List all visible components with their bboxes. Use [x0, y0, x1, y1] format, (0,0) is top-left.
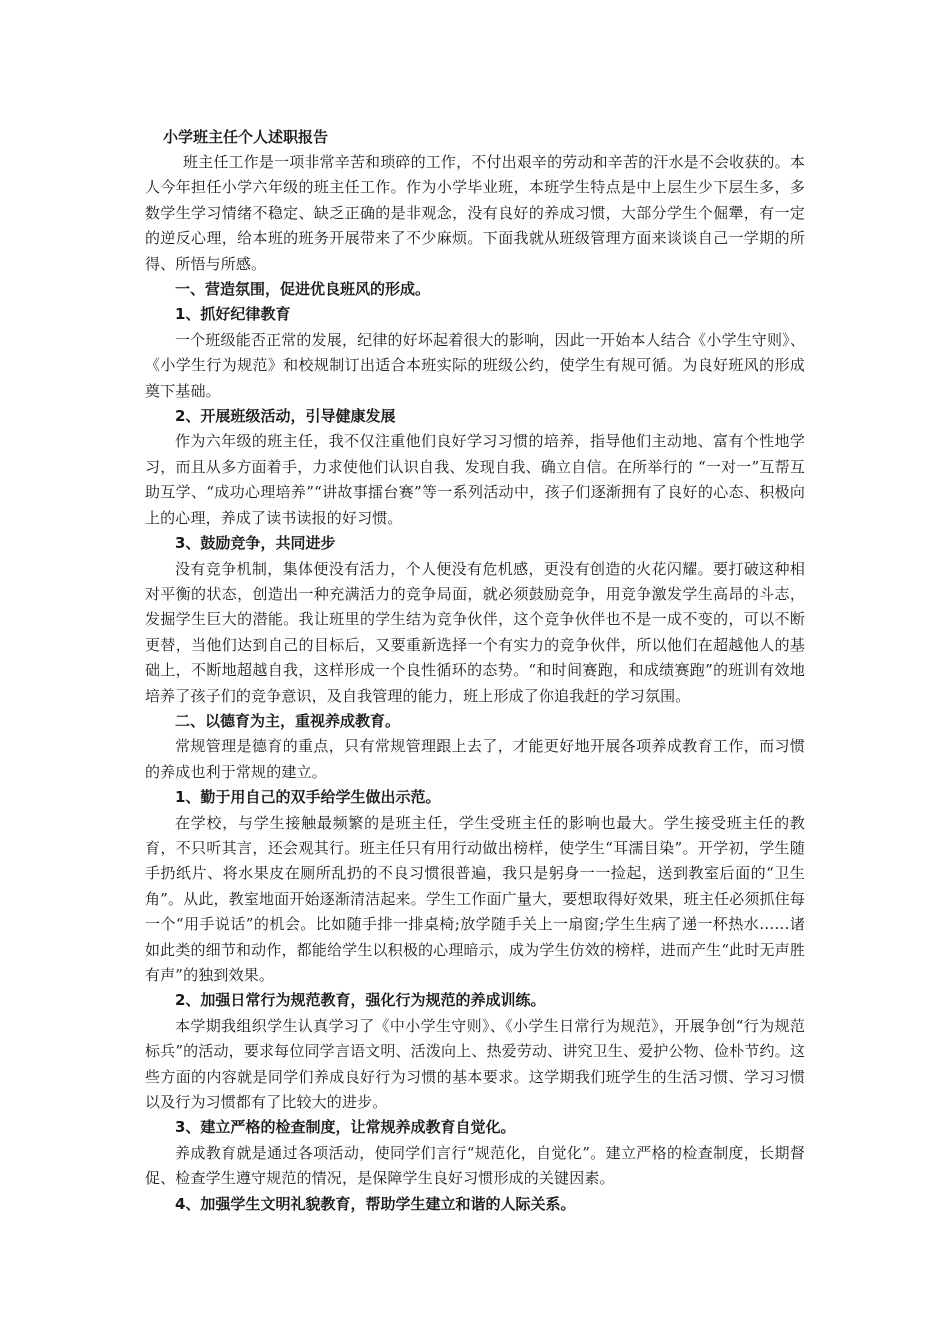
subheading-1-1: 1、抓好纪律教育 — [175, 305, 291, 324]
subheading-2-2: 2、加强日常行为规范教育，强化行为规范的养成训练。 — [175, 991, 546, 1010]
subheading-1-2: 2、开展班级活动，引导健康发展 — [175, 407, 396, 426]
document-title: 小学班主任个人述职报告 — [163, 128, 329, 146]
intro-paragraph: 班主任工作是一项非常辛苦和琐碎的工作，不付出艰辛的劳动和辛苦的汗水是不会收获的。本人今年担任小学六年级的班主任工作。作为小学毕业班，本班学生特点是中上层生少下层生多，多数学生学习情绪不稳定、缺乏正确的是非观念，没有良好的养成习惯，大部分学生个倔犟，有一定的逆反心理，给本班的班务开展带来了不少麻烦。下面我就从班级管理方面来谈谈自己一学期的所得、所悟与所感。 — [145, 153, 805, 273]
paragraph-routine: 常规管理是德育的重点，只有常规管理跟上去了，才能更好地开展各项养成教育工作，而习惯的养成也利于常规的建立。 — [145, 737, 805, 781]
section-heading-1: 一、营造氛围，促进优良班风的形成。 — [175, 280, 431, 299]
document-body — [145, 124, 805, 1217]
paragraph-competition: 没有竞争机制，集体便没有活力，个人便没有危机感，更没有创造的火花闪耀。要打破这种相对平衡的状态，创造出一种充满活力的竞争局面，就必须鼓励竞争，用竞争激发学生高昂的斗志，发掘学生巨大的潜能。我让班里的学生结为竞争伙伴，这个竞争伙伴也不是一成不变的，可以不断更替，当他们达到自己的目标后，又要重新选择一个有实力的竞争伙伴，所以他们在超越他人的基础上，不断地超越自我，这样形成一个良性循环的态势。“和时间赛跑，和成绩赛跑”的班训有效地培养了孩子们的竞争意识，及自我管理的能力，班上形成了你追我赶的学习氛围。 — [145, 559, 805, 705]
subheading-2-1: 1、勤于用自己的双手给学生做出示范。 — [175, 788, 441, 807]
paragraph-inspection: 养成教育就是通过各项活动，使同学们言行“规范化，自觉化”。建立严格的检查制度，长期督促、检查学生遵守规范的情况，是保障学生良好习惯形成的关键因素。 — [145, 1143, 805, 1188]
subheading-2-3: 3、建立严格的检查制度，让常规养成教育自觉化。 — [175, 1118, 516, 1137]
paragraph-norms: 本学期我组织学生认真学习了《中小学生守则》、《小学生日常行为规范》，开展争创“行为规范标兵”的活动，要求每位同学言语文明、活泼向上、热爱劳动、讲究卫生、爱护公物、俭朴节约。这些方面的内容就是同学们养成良好行为习惯的基本要求。这学期我们班学生的生活习惯、学习习惯以及行为习惯都有了比较大的进步。 — [145, 1016, 805, 1112]
subheading-2-4: 4、加强学生文明礼貌教育，帮助学生建立和谐的人际关系。 — [175, 1194, 576, 1213]
paragraph-example: 在学校，与学生接触最频繁的是班主任，学生受班主任的影响也最大。学生接受班主任的教育，不只听其言，还会观其行。班主任只有用行动做出榜样，使学生“耳濡目染”。开学初，学生随手扔纸片、将水果皮在厕所乱扔的不良习惯很普遍，我只是躬身一一捡起，送到教室后面的“卫生角”。从此，教室地面开始逐渐清洁起来。学生工作面广量大，要想取得好效果，班主任必须抓住每一个“用手说话”的机会。比如随手排一排桌椅;放学随手关上一扇窗;学生生病了递一杯热水……诸如此类的细节和动作，都能给学生以积极的心理暗示，成为学生仿效的榜样，进而产生“此时无声胜有声”的独到效果。 — [145, 813, 805, 984]
paragraph-activities: 作为六年级的班主任，我不仅注重他们良好学习习惯的培养，指导他们主动地、富有个性地学习，而且从多方面着手，力求使他们认识自我、发现自我、确立自信。在所举行的 “一对一”互帮互助互学、“成功心理培养”“讲故事擂台赛”等一系列活动中，孩子们逐渐拥有了良好的心态、积极向上的心理，养成了读书读报的好习惯。 — [145, 432, 805, 527]
subheading-1-3: 3、鼓励竞争，共同进步 — [175, 534, 336, 553]
section-heading-2: 二、以德育为主，重视养成教育。 — [175, 711, 401, 730]
paragraph-discipline: 一个班级能否正常的发展，纪律的好坏起着很大的影响，因此一开始本人结合《小学生守则》、《小学生行为规范》和校规制订出适合本班实际的班级公约，使学生有规可循。为良好班风的形成奠下基础。 — [145, 330, 805, 400]
